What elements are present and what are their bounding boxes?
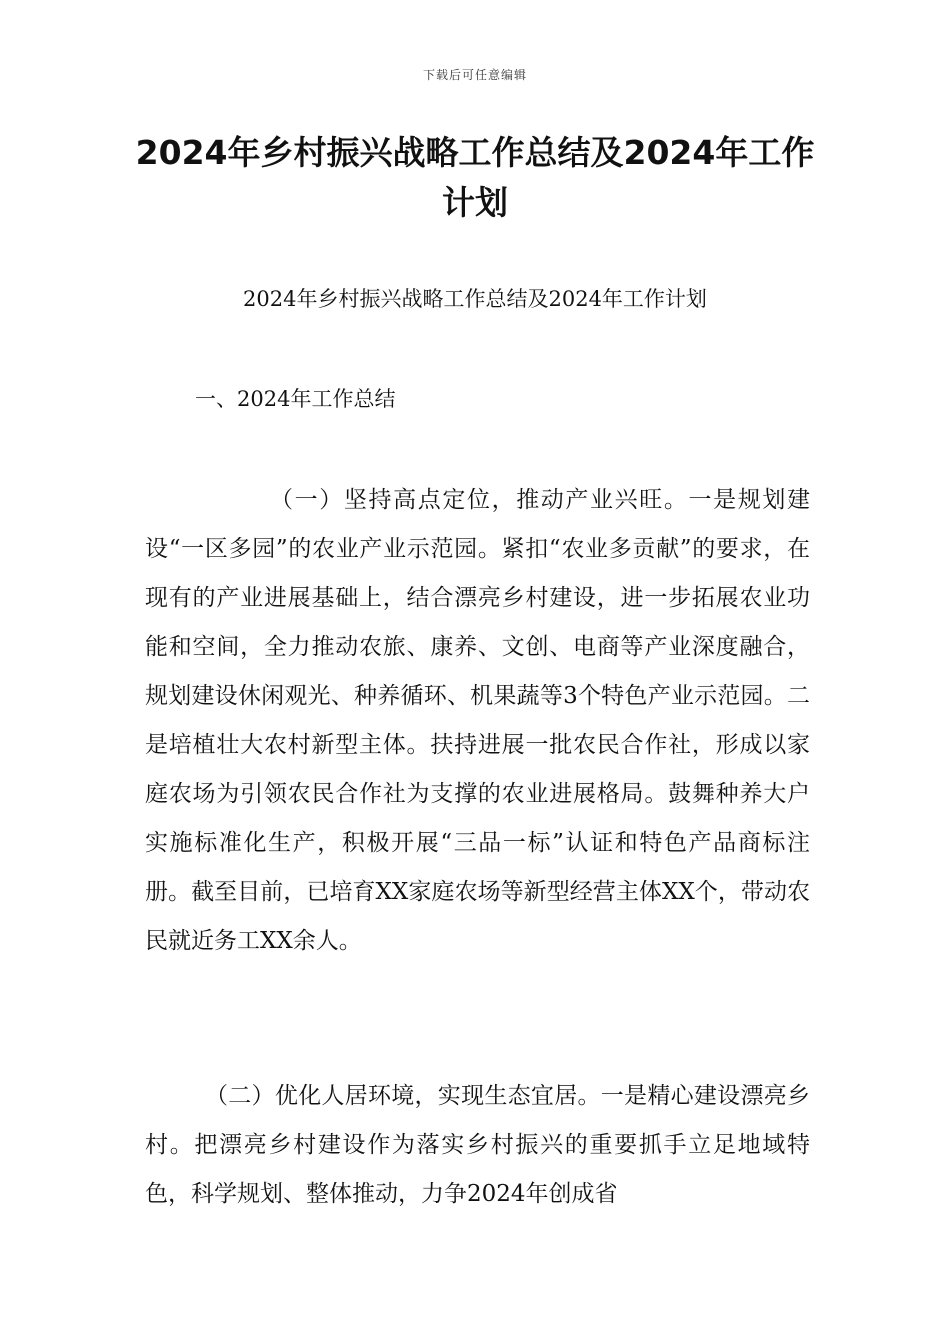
document-title: 2024年乡村振兴战略工作总结及2024年工作计划	[135, 133, 815, 222]
section-heading: 一、2024年工作总结	[195, 387, 396, 411]
paragraph-1: （一）坚持高点定位，推动产业兴旺。一是规划建设“一区多园”的农业产业示范园。紧扣“农业多贡献”的要求，在现有的产业进展基础上，结合漂亮乡村建设，进一步拓展农业功能和空间，全力推动农旅、康养、文创、电商等产业深度融合，规划建设休闲观光、种养循环、机果蔬等3个特色产业示范园。二是培植壮大农村新型主体。扶持进展一批农民合作社，形成以家庭农场为引领农民合作社为支撑的农业进展格局。鼓舞种养大户实施标准化生产，积极开展“三品一标”认证和特色产品商标注册。截至目前，已培育XX家庭农场等新型经营主体XX个，带动农民就近务工XX余人。	[145, 487, 810, 954]
document-subtitle: 2024年乡村振兴战略工作总结及2024年工作计划	[243, 287, 707, 311]
paragraph-2: （二）优化人居环境，实现生态宜居。一是精心建设漂亮乡村。把漂亮乡村建设作为落实乡村振兴的重要抓手立足地域特色，科学规划、整体推动，力争2024年创成省	[145, 1083, 810, 1207]
header-note: 下载后可任意编辑	[422, 68, 527, 82]
